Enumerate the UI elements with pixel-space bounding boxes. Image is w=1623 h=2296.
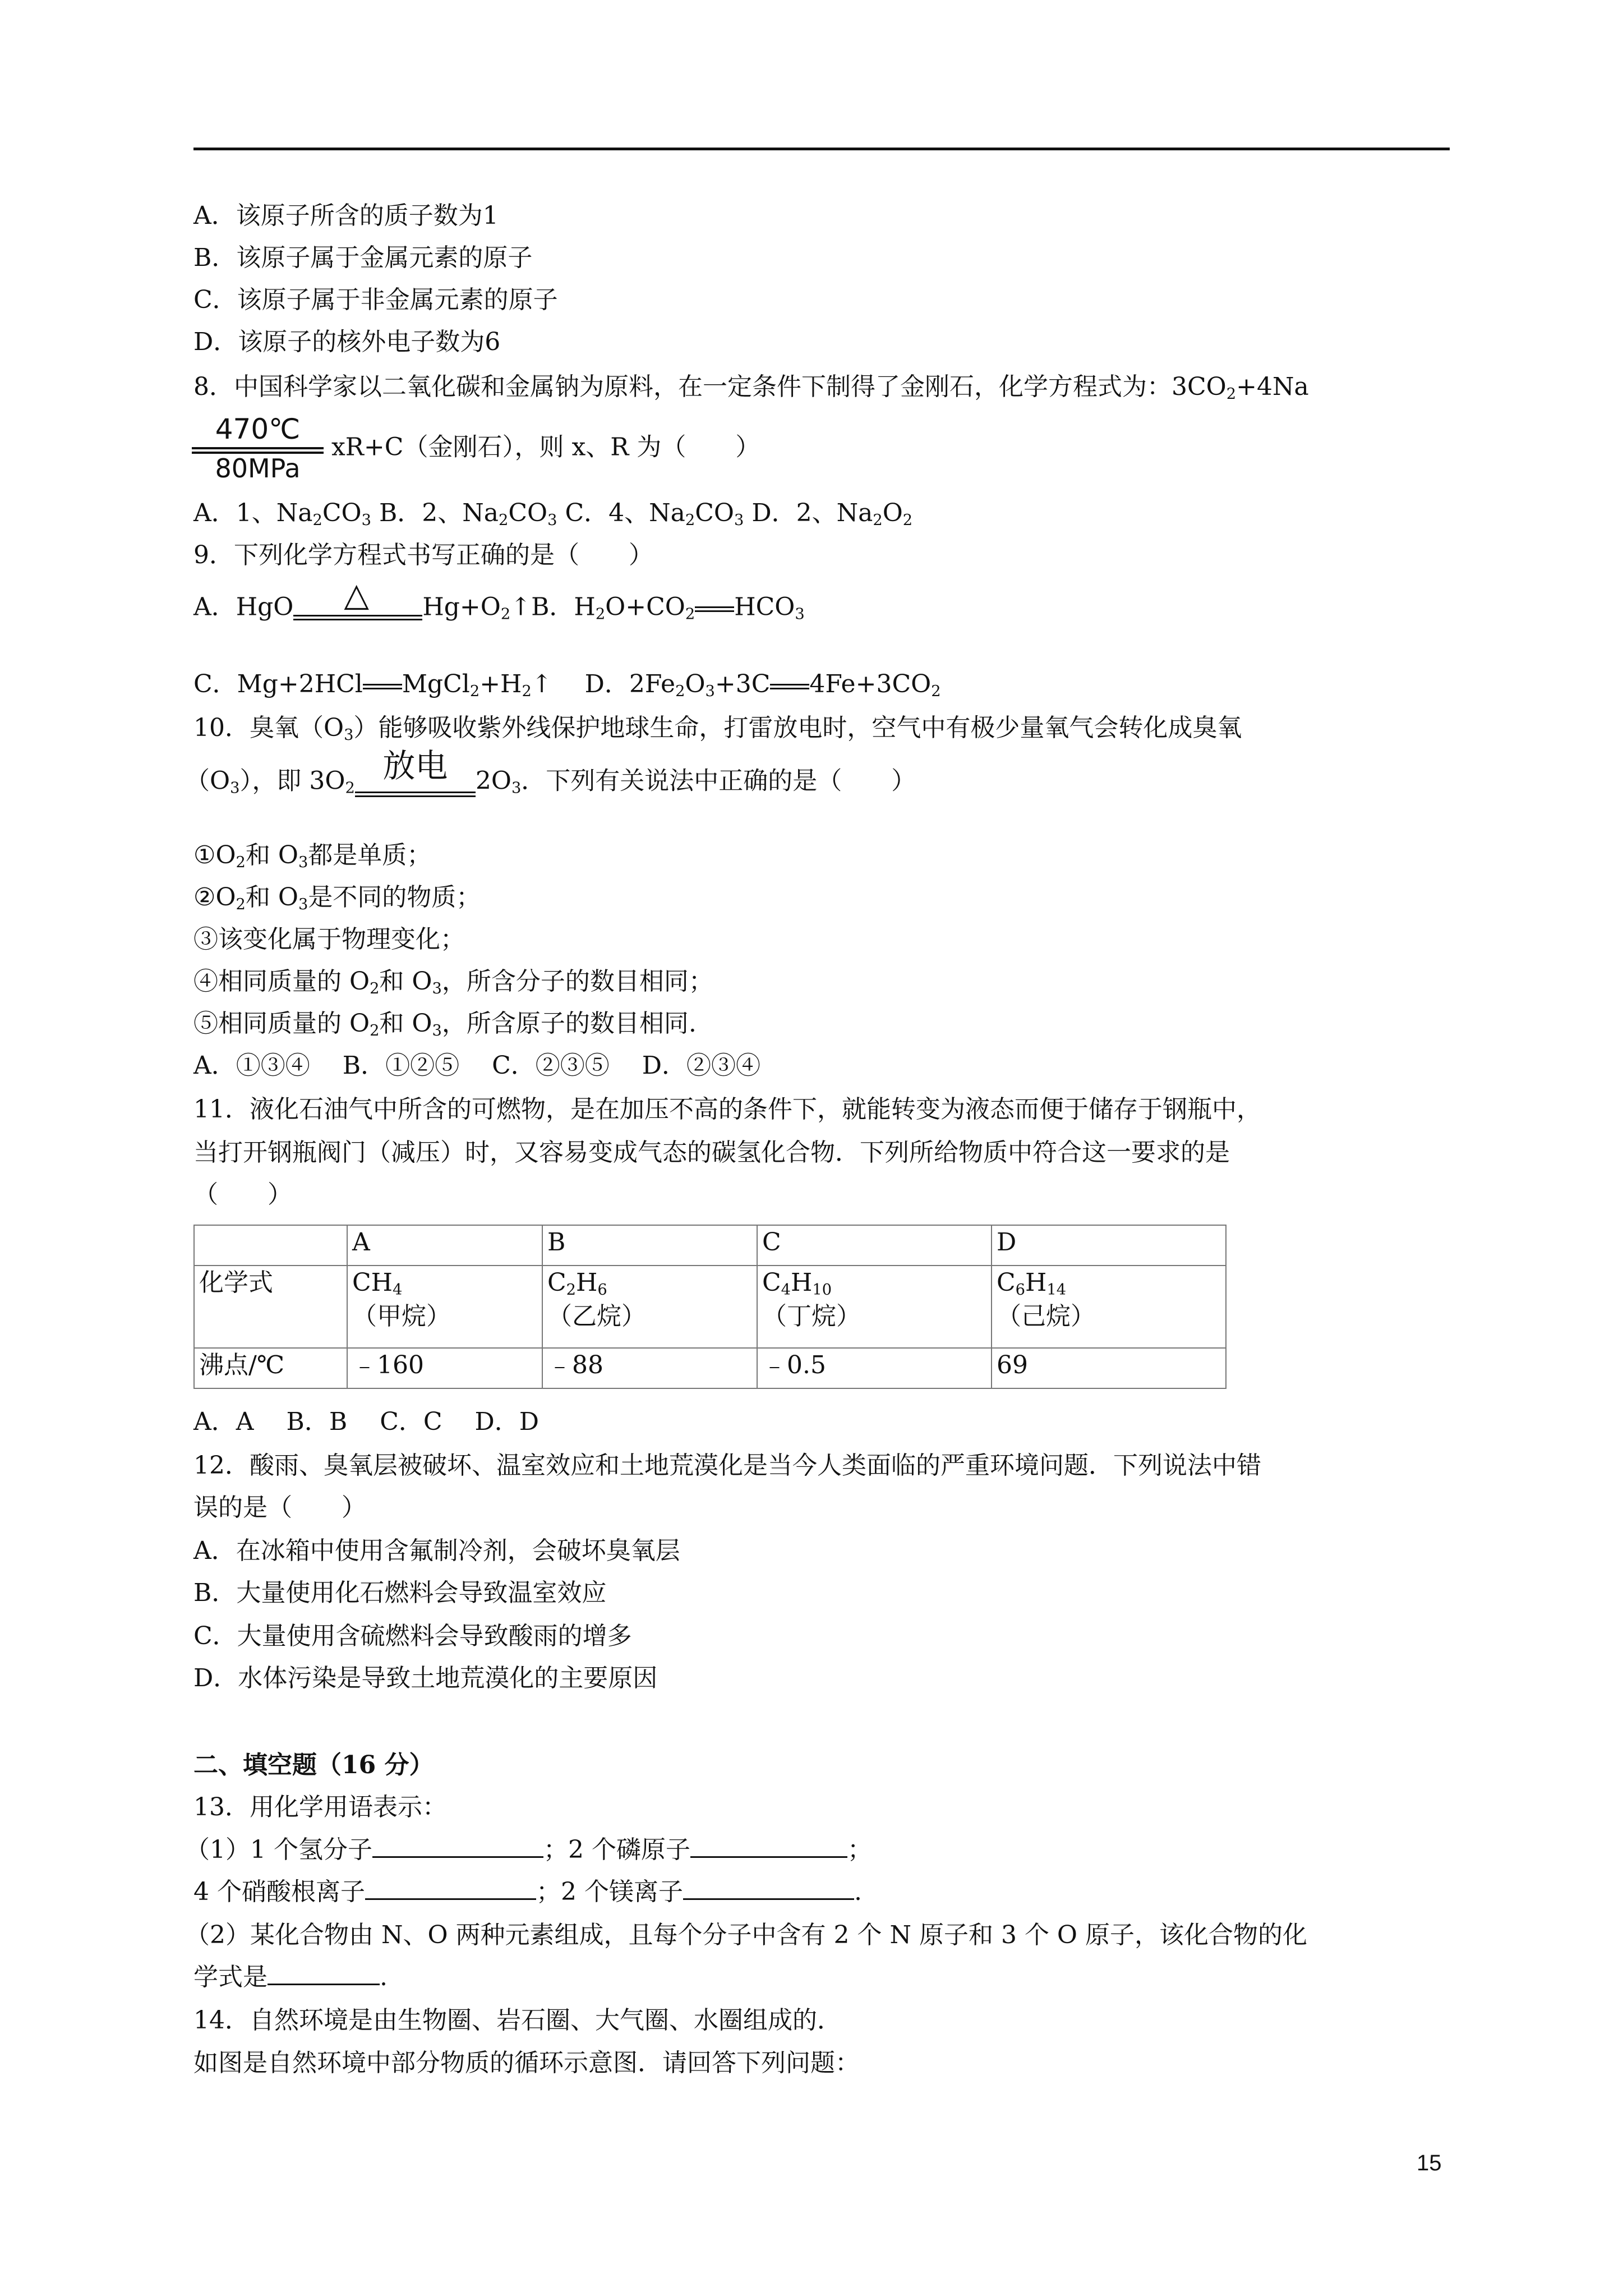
q13-part-3: （2）某化合物由 N、O 两种元素组成，且每个分子中含有 2 个 N 原子和 3 个 O 原子，该化合物的化	[185, 1921, 1307, 1949]
q13-part-4: 学式是 .	[193, 1961, 388, 1994]
header-rule	[193, 148, 1450, 150]
q7-option-c: C．该原子属于非金属元素的原子	[193, 286, 558, 314]
q14-line-2: 如图是自然环境中部分物质的循环示意图．请回答下列问题：	[193, 2049, 860, 2077]
q9-stem: 9．下列化学方程式书写正确的是（ ）	[193, 541, 653, 569]
q10-statement-5: ⑤相同质量的 $O_2$和 $O_3$，所含原子的数目相同.	[193, 1009, 697, 1039]
answer-blank[interactable]	[683, 1876, 854, 1900]
q9-options-cd: C．Mg+2HCl $MgCl_2+H_2↑$ D．$2Fe_2O_3+3C$ $4Fe+3CO_2$	[193, 670, 941, 700]
table-row: 化学式 $CH_4$ （甲烷） $C_2H_6$ （乙烷） $C_4H_{10}$ （丁烷） $C_6H_{14}$ （己烷）	[194, 1266, 1226, 1348]
q13-part-2: 4 个硝酸根离子 ；2 个镁离子 .	[193, 1875, 862, 1909]
q10-statement-4: ④相同质量的 $O_2$和 $O_3$，所含分子的数目相同；	[193, 967, 713, 997]
q11-line-3: （ ）	[193, 1180, 292, 1209]
q11-options: A．A B．B C．C D．D	[193, 1407, 540, 1436]
heat-condition: △	[293, 578, 422, 639]
q12-line-2: 误的是（ ）	[193, 1493, 366, 1522]
page-number: 15	[1417, 2151, 1442, 2175]
q9-options-ab: A．HgO △ $Hg+O_2↑B$．$H_2O+CO_2$ $HCO_3$	[193, 578, 805, 639]
table-row: 沸点/℃ ﹣160 ﹣88 ﹣0.5 69	[194, 1348, 1226, 1388]
table-row: A B C D	[194, 1225, 1226, 1266]
q12-option-a: A．在冰箱中使用含氟制冷剂，会破坏臭氧层	[193, 1536, 680, 1565]
discharge-condition: 放电	[355, 749, 476, 816]
q11-line-1: 11．液化石油气中所含的可燃物，是在加压不高的条件下，就能转变为液态而便于储存于钢瓶中，	[193, 1095, 1261, 1124]
q12-option-c: C．大量使用含硫燃料会导致酸雨的增多	[193, 1622, 632, 1650]
answer-blank[interactable]	[365, 1876, 536, 1900]
answer-blank[interactable]	[268, 1961, 380, 1985]
section-title: 二、填空题（16 分）	[193, 1751, 434, 1779]
reaction-condition: 470℃ 80MPa	[192, 412, 324, 485]
q7-option-a: A．该原子所含的质子数为1	[193, 201, 499, 230]
q10-options: A．①③④ B．①②⑤ C．②③⑤ D．②③④	[193, 1051, 761, 1080]
q10-equation: $(O_3)$，即 $3O_2$ 放电 $2O_3$．下列有关说法中正确的是（ ）	[185, 749, 916, 816]
q11-line-2: 当打开钢瓶阀门（减压）时，又容易变成气态的碳氢化合物．下列所给物质中符合这一要求的是	[193, 1138, 1230, 1167]
q12-option-b: B．大量使用化石燃料会导致温室效应	[193, 1579, 607, 1607]
boiling-point-table	[193, 1225, 1227, 1389]
answer-blank[interactable]	[690, 1834, 847, 1858]
q8-options: A．1、$Na_2CO_3$ B．2、$Na_2CO_3$ C．4、$Na_2CO_3$ D．2、$Na_2O_2$	[193, 499, 913, 529]
q7-option-b: B．该原子属于金属元素的原子	[193, 243, 533, 272]
q10-statement-1: $①O_2$和 $O_3$都是单质；	[193, 841, 432, 871]
q10-statement-3: ③该变化属于物理变化；	[193, 925, 465, 954]
q12-option-d: D．水体污染是导致土地荒漠化的主要原因	[193, 1664, 658, 1692]
q8-stem: 8．中国科学家以二氧化碳和金属钠为原料，在一定条件下制得了金刚石，化学方程式为：$3CO_2+4Na$	[193, 372, 1309, 403]
q7-option-d: D．该原子的核外电子数为6	[193, 328, 501, 356]
answer-blank[interactable]	[372, 1834, 543, 1858]
q10-stem: 10．臭氧$(O_3)$能够吸收紫外线保护地球生命，打雷放电时，空气中有极少量氧气会转化成臭氧	[193, 714, 1242, 744]
q10-statement-2: $②O_2$和 $O_3$是不同的物质；	[193, 883, 481, 913]
q12-line-1: 12．酸雨、臭氧层被破坏、温室效应和土地荒漠化是当今人类面临的严重环境问题．下列说法中错	[193, 1451, 1261, 1480]
q8-equation: 470℃ 80MPa xR+C（金刚石），则 x、R 为（ ）	[192, 412, 760, 485]
q13-part-1: （1）1 个氢分子 ；2 个磷原子 ；	[185, 1833, 872, 1867]
q14-line-1: 14．自然环境是由生物圈、岩石圈、大气圈、水圈组成的．	[193, 2006, 842, 2035]
q13-stem: 13．用化学用语表示：	[193, 1793, 447, 1821]
